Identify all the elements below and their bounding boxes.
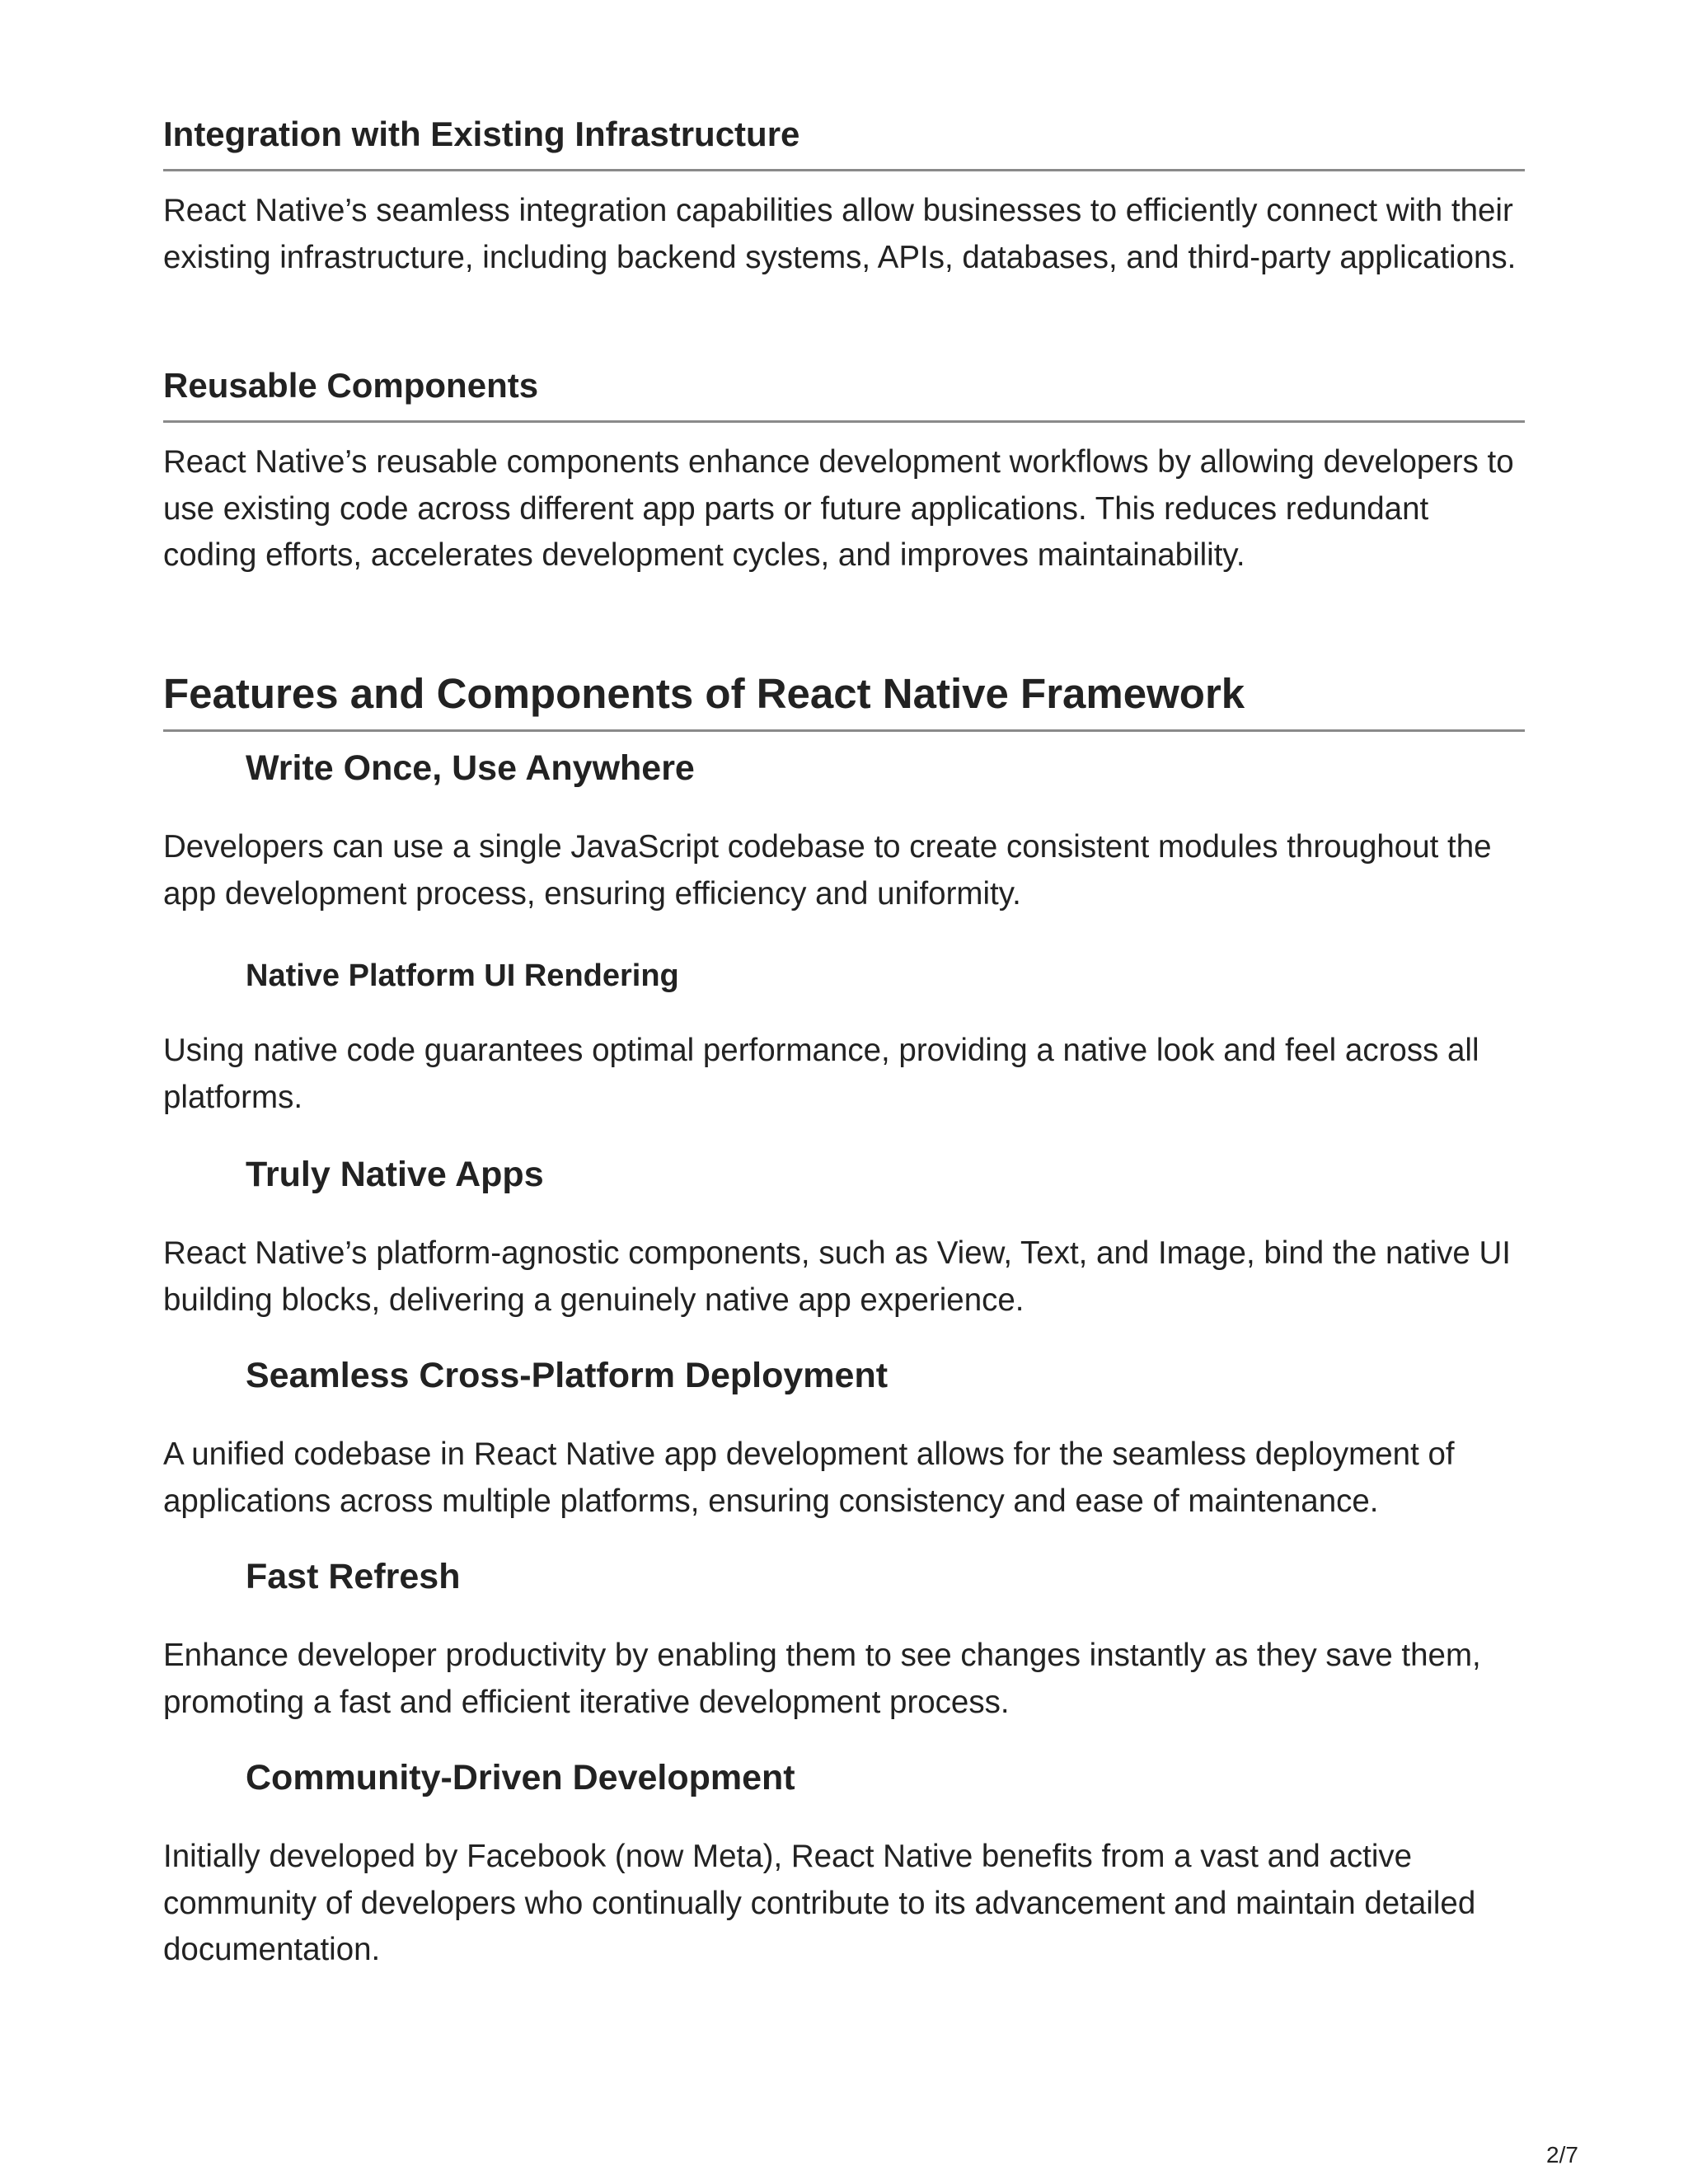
features-divider xyxy=(163,729,1525,732)
section-heading-reusable-components: Reusable Components xyxy=(163,366,539,405)
page-number: 2/7 xyxy=(1546,2142,1578,2168)
features-title: Features and Components of React Native Framework xyxy=(163,670,1245,717)
feature-body-cross-platform: A unified codebase in React Native app development allows for the seamless deployment of applications across multiple platforms, ensuring consistency and ease of maintenance. xyxy=(163,1436,1455,1519)
feature-heading-native-ui-rendering: Native Platform UI Rendering xyxy=(246,958,679,993)
section-body-integration: React Native’s seamless integration capabilities allow businesses to efficiently connect with their existing infrastructure, including backend systems, APIs, databases, and third-party applications. xyxy=(163,193,1517,275)
feature-body-fast-refresh: Enhance developer productivity by enabling them to see changes instantly as they save them, promoting a fast and efficient iterative development process. xyxy=(163,1638,1481,1720)
section-divider xyxy=(163,169,1525,171)
feature-heading-cross-platform: Seamless Cross-Platform Deployment xyxy=(246,1356,889,1395)
feature-heading-truly-native: Truly Native Apps xyxy=(246,1155,544,1194)
feature-heading-write-once: Write Once, Use Anywhere xyxy=(246,748,695,788)
section-heading-integration: Integration with Existing Infrastructure xyxy=(163,115,800,153)
feature-body-native-ui-rendering: Using native code guarantees optimal performance, providing a native look and feel across all platforms. xyxy=(163,1033,1479,1115)
feature-heading-fast-refresh: Fast Refresh xyxy=(246,1557,461,1596)
feature-body-truly-native: React Native’s platform-agnostic components, such as View, Text, and Image, bind the native UI building blocks, delivering a genuinely native app experience. xyxy=(163,1235,1511,1318)
feature-body-write-once: Developers can use a single JavaScript codebase to create consistent modules throughout the app development process, ensuring efficiency and uniformity. xyxy=(163,829,1492,912)
section-divider xyxy=(163,420,1525,423)
section-body-reusable-components: React Native’s reusable components enhance development workflows by allowing developers to use existing code across different app parts or future applications. This reduces redundant coding efforts, accelerates development cycles, and improves maintainability. xyxy=(163,444,1514,573)
feature-heading-community: Community-Driven Development xyxy=(246,1758,795,1797)
feature-body-community: Initially developed by Facebook (now Meta), React Native benefits from a vast and active community of developers who continually contribute to its advancement and maintain detailed documentation. xyxy=(163,1839,1476,1967)
